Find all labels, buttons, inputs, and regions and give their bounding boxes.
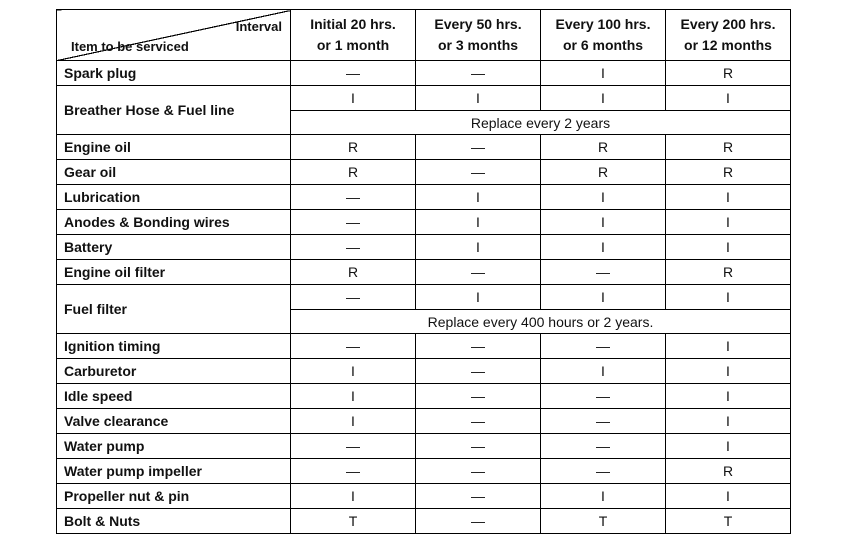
interval-value-cell: — (291, 434, 416, 459)
interval-value-cell: I (416, 185, 541, 210)
schedule-body (57, 61, 791, 534)
column-header-50hrs (416, 10, 541, 61)
interval-value-cell: I (541, 359, 666, 384)
column-header-100hrs (541, 10, 666, 61)
table-row (57, 235, 791, 260)
column-header-200hrs (666, 10, 791, 61)
interval-value-cell: I (666, 334, 791, 359)
table-row (57, 160, 791, 185)
interval-value-cell: I (541, 61, 666, 86)
interval-value-cell: R (291, 260, 416, 285)
column-header-line1: Initial 20 hrs. (310, 16, 396, 32)
interval-value-cell: I (666, 484, 791, 509)
column-header-line1: Every 200 hrs. (680, 16, 776, 32)
table-row (57, 409, 791, 434)
table-row (57, 260, 791, 285)
interval-value-cell: R (666, 61, 791, 86)
interval-value-cell: — (291, 459, 416, 484)
interval-value-cell: I (416, 235, 541, 260)
column-header-line2: or 12 months (684, 37, 772, 53)
interval-value-cell: I (541, 86, 666, 111)
interval-value-cell: — (416, 160, 541, 185)
interval-value-cell: — (291, 61, 416, 86)
table-row (57, 384, 791, 409)
header-row (57, 10, 791, 61)
interval-value-cell: — (416, 135, 541, 160)
item-name-cell: Spark plug (57, 61, 291, 86)
interval-value-cell: R (541, 135, 666, 160)
item-name-cell: Battery (57, 235, 291, 260)
table-row (57, 509, 791, 534)
interval-value-cell: I (416, 285, 541, 310)
table-row (57, 434, 791, 459)
table-row (57, 459, 791, 484)
interval-value-cell: — (541, 434, 666, 459)
item-name-cell: Bolt & Nuts (57, 509, 291, 534)
interval-value-cell: T (666, 509, 791, 534)
interval-value-cell: I (416, 210, 541, 235)
interval-value-cell: I (666, 210, 791, 235)
interval-value-cell: R (666, 160, 791, 185)
table-row (57, 285, 791, 310)
table-row (57, 484, 791, 509)
interval-value-cell: — (416, 359, 541, 384)
replacement-note: Replace every 400 hours or 2 years. (291, 310, 791, 334)
interval-value-cell: — (416, 459, 541, 484)
interval-value-cell: R (541, 160, 666, 185)
interval-value-cell: I (666, 384, 791, 409)
interval-value-cell: I (666, 409, 791, 434)
interval-value-cell: — (541, 409, 666, 434)
interval-value-cell: — (291, 210, 416, 235)
column-header-initial (291, 10, 416, 61)
interval-value-cell: — (541, 384, 666, 409)
interval-value-cell: I (291, 484, 416, 509)
interval-value-cell: I (541, 235, 666, 260)
item-name-cell: Propeller nut & pin (57, 484, 291, 509)
item-name-cell: Engine oil filter (57, 260, 291, 285)
interval-value-cell: — (541, 459, 666, 484)
interval-value-cell: I (541, 285, 666, 310)
table-row (57, 185, 791, 210)
interval-value-cell: — (416, 484, 541, 509)
item-name-cell: Water pump (57, 434, 291, 459)
item-name-cell: Anodes & Bonding wires (57, 210, 291, 235)
interval-value-cell: I (291, 384, 416, 409)
column-header-line2: or 6 months (562, 37, 644, 53)
maintenance-schedule-table (56, 9, 791, 534)
item-name-cell: Engine oil (57, 135, 291, 160)
table-row (57, 61, 791, 86)
column-header-line1: Every 50 hrs. (434, 16, 522, 32)
interval-value-cell: I (666, 285, 791, 310)
item-name-cell: Carburetor (57, 359, 291, 384)
interval-value-cell: I (541, 484, 666, 509)
interval-value-cell: I (666, 185, 791, 210)
interval-value-cell: I (666, 434, 791, 459)
interval-value-cell: — (416, 509, 541, 534)
item-to-be-serviced-label: Item to be serviced (71, 39, 189, 54)
replacement-note: Replace every 2 years (291, 111, 791, 135)
interval-value-cell: T (541, 509, 666, 534)
table-row (57, 359, 791, 384)
table-row (57, 334, 791, 359)
table-row (57, 135, 791, 160)
item-name-cell: Breather Hose & Fuel line (57, 86, 291, 135)
interval-value-cell: I (541, 185, 666, 210)
interval-value-cell: R (666, 459, 791, 484)
interval-value-cell: I (666, 86, 791, 111)
interval-value-cell: — (291, 185, 416, 210)
column-header-line2: or 1 month (316, 37, 390, 53)
item-name-cell: Ignition timing (57, 334, 291, 359)
interval-value-cell: — (291, 334, 416, 359)
column-header-line2: or 3 months (437, 37, 519, 53)
table-row (57, 210, 791, 235)
header-corner-cell (57, 10, 291, 61)
interval-value-cell: R (666, 260, 791, 285)
interval-value-cell: — (416, 334, 541, 359)
interval-value-cell: T (291, 509, 416, 534)
interval-value-cell: I (291, 86, 416, 111)
interval-value-cell: I (416, 86, 541, 111)
item-name-cell: Idle speed (57, 384, 291, 409)
interval-value-cell: — (291, 235, 416, 260)
column-header-line1: Every 100 hrs. (555, 16, 651, 32)
interval-value-cell: — (541, 260, 666, 285)
item-name-cell: Lubrication (57, 185, 291, 210)
interval-value-cell: I (666, 359, 791, 384)
interval-value-cell: — (416, 384, 541, 409)
interval-label: Interval (235, 19, 282, 34)
interval-value-cell: — (416, 260, 541, 285)
interval-value-cell: — (291, 285, 416, 310)
interval-value-cell: — (416, 409, 541, 434)
interval-value-cell: — (416, 434, 541, 459)
item-name-cell: Water pump impeller (57, 459, 291, 484)
interval-value-cell: I (291, 359, 416, 384)
table-row (57, 86, 791, 111)
item-name-cell: Gear oil (57, 160, 291, 185)
interval-value-cell: R (291, 160, 416, 185)
interval-value-cell: — (416, 61, 541, 86)
interval-value-cell: I (666, 235, 791, 260)
interval-value-cell: I (541, 210, 666, 235)
interval-value-cell: — (541, 334, 666, 359)
interval-value-cell: I (291, 409, 416, 434)
interval-value-cell: R (291, 135, 416, 160)
item-name-cell: Fuel filter (57, 285, 291, 334)
interval-value-cell: R (666, 135, 791, 160)
item-name-cell: Valve clearance (57, 409, 291, 434)
